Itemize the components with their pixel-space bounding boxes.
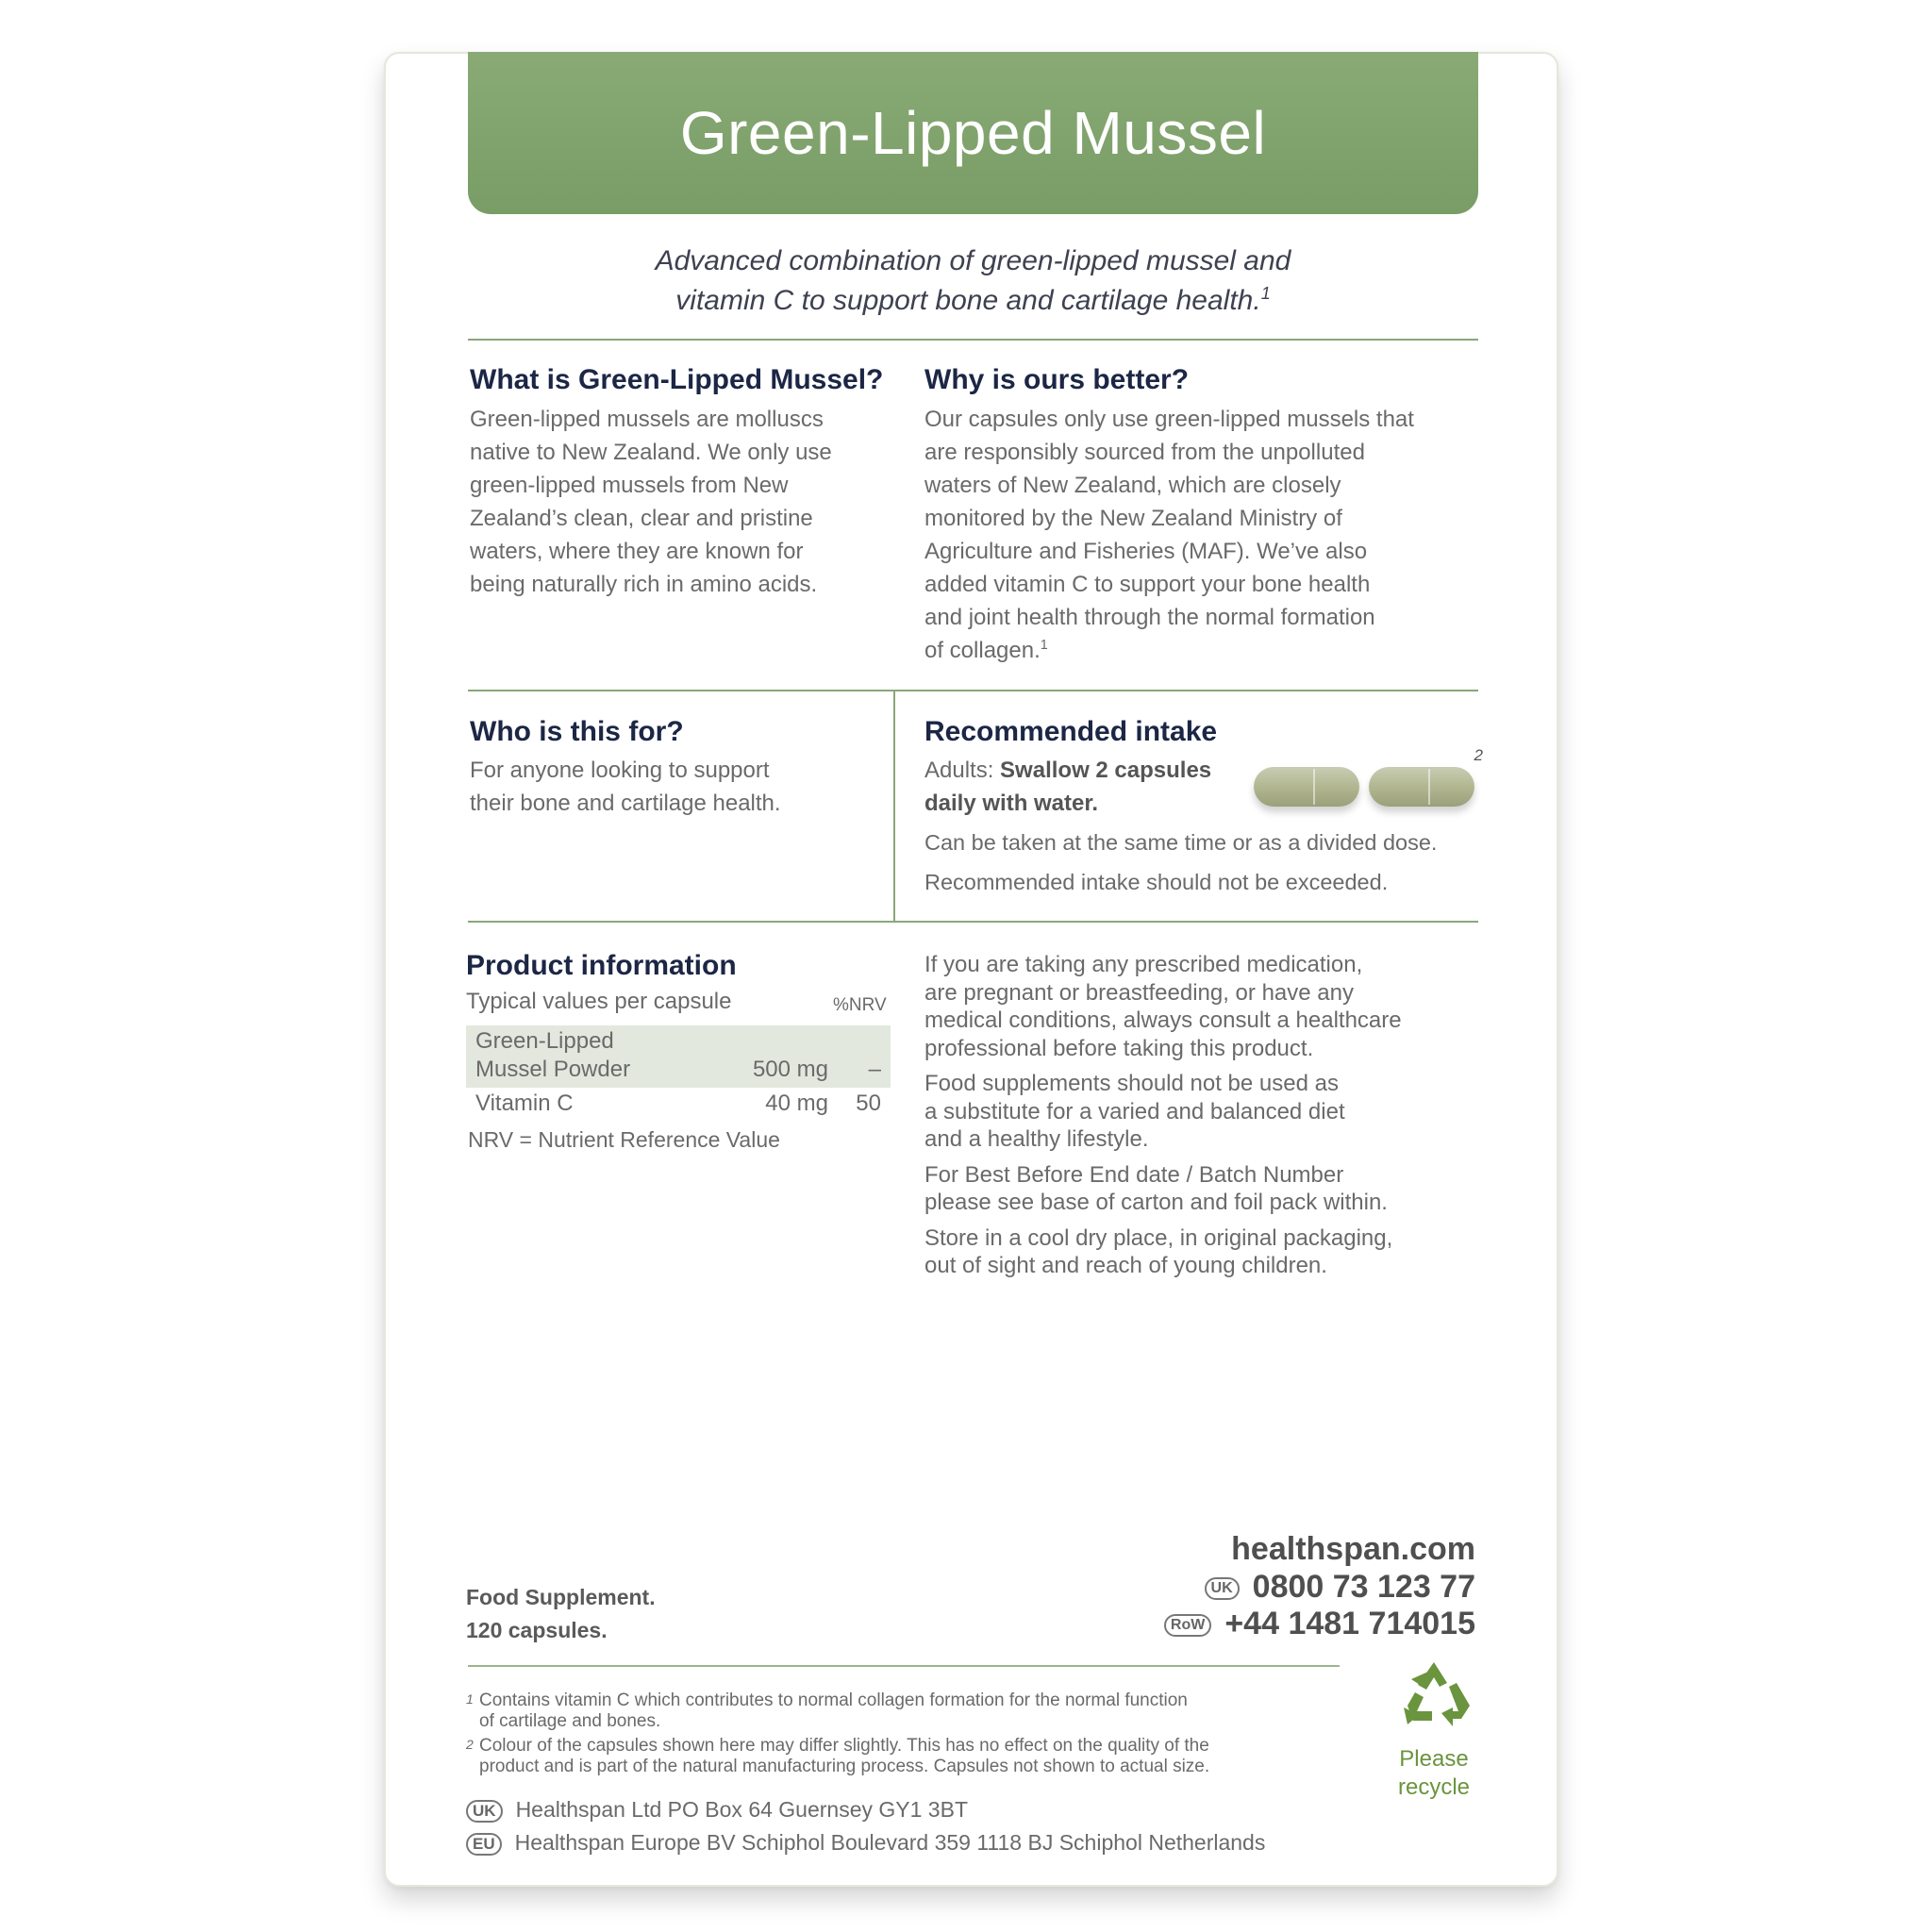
why-line: waters of New Zealand, which are closely — [924, 473, 1341, 498]
divider-footer — [468, 1665, 1340, 1667]
dose-instruction: Swallow 2 capsules — [1000, 758, 1212, 783]
nutrient-name — [475, 1027, 630, 1084]
intake-heading: Recommended intake — [924, 716, 1218, 747]
advice-line: please see base of carton and foil pack within. — [924, 1190, 1388, 1215]
address-eu — [466, 1830, 1265, 1856]
address-uk — [466, 1797, 968, 1823]
what-heading: What is Green-Lipped Mussel? — [470, 364, 884, 395]
tagline-footnote-ref: 1 — [1260, 284, 1271, 303]
who-line: their bone and cartilage health. — [470, 791, 781, 816]
advice-block — [924, 951, 1481, 1288]
why-line: Our capsules only use green-lipped mussels that — [924, 407, 1414, 432]
product-title: Green-Lipped Mussel — [679, 99, 1267, 167]
row-badge: RoW — [1164, 1614, 1211, 1637]
uk-badge: UK — [466, 1800, 503, 1823]
uk-phone[interactable]: 0800 73 123 77 — [1252, 1569, 1475, 1605]
advice-line: medical conditions, always consult a healthcare — [924, 1008, 1402, 1033]
footnote-line: Colour of the capsules shown here may differ slightly. This has no effect on the quality of the — [479, 1736, 1209, 1756]
capsule-image — [1250, 746, 1483, 814]
product-info-subheading: Typical values per capsule — [466, 989, 732, 1014]
website[interactable]: healthspan.com — [1231, 1531, 1475, 1567]
why-line: and joint health through the normal formation — [924, 605, 1375, 630]
why-body — [924, 403, 1481, 667]
nutrient-nrv: 50 — [856, 1091, 881, 1116]
tagline-line-1: Advanced combination of green-lipped mussel and — [655, 245, 1291, 276]
title-banner — [468, 52, 1478, 214]
product-tagline — [468, 242, 1478, 321]
uk-phone-row — [1205, 1569, 1475, 1606]
divider-vertical — [893, 690, 895, 923]
why-footnote-ref: 1 — [1040, 638, 1048, 653]
what-line: native to New Zealand. We only use — [470, 440, 832, 465]
recycle-text: Please — [1399, 1746, 1469, 1772]
capsule-icon — [1254, 767, 1359, 807]
footnote-number: 1 — [466, 1691, 474, 1707]
intake-warning: Recommended intake should not be exceeded. — [924, 870, 1389, 894]
advice-line: are pregnant or breastfeeding, or have any — [924, 979, 1354, 1006]
address-text: Healthspan Ltd PO Box 64 Guernsey GY1 3BT — [515, 1797, 968, 1822]
nutrient-name: Vitamin C — [475, 1091, 574, 1116]
advice-line: Store in a cool dry place, in original packaging, — [924, 1224, 1393, 1251]
uk-badge: UK — [1205, 1577, 1240, 1600]
nutrient-amount: 40 mg — [765, 1091, 828, 1116]
advice-paragraph — [924, 1070, 1481, 1154]
nrv-footnote: NRV = Nutrient Reference Value — [468, 1127, 780, 1152]
what-line: being naturally rich in amino acids. — [470, 572, 818, 597]
address-text: Healthspan Europe BV Schiphol Boulevard 359 1118 BJ Schiphol Netherlands — [514, 1830, 1266, 1855]
recycle-badge — [1358, 1658, 1509, 1802]
footnote-number: 2 — [466, 1737, 474, 1752]
advice-line: If you are taking any prescribed medication, — [924, 952, 1363, 977]
what-line: waters, where they are known for — [470, 539, 804, 564]
advice-line: and a healthy lifestyle. — [924, 1126, 1149, 1152]
why-line: monitored by the New Zealand Ministry of — [924, 506, 1342, 531]
table-row — [466, 1025, 891, 1088]
nutrient-name-line: Green-Lipped — [475, 1028, 614, 1054]
why-line: of collagen. — [924, 638, 1041, 663]
who-heading: Who is this for? — [470, 716, 684, 747]
what-line: Zealand’s clean, clear and pristine — [470, 506, 813, 531]
table-row — [466, 1088, 891, 1120]
what-body — [470, 403, 904, 601]
what-line: green-lipped mussels from New — [470, 473, 789, 498]
nutrition-table — [466, 1025, 891, 1120]
recycle-text: recycle — [1397, 1774, 1471, 1800]
advice-line: a substitute for a varied and balanced diet — [924, 1098, 1345, 1124]
footnote-line: of cartilage and bones. — [479, 1711, 661, 1731]
who-line: For anyone looking to support — [470, 758, 770, 783]
advice-line: Food supplements should not be used as — [924, 1071, 1339, 1096]
nutrient-name-line: Mussel Powder — [475, 1057, 631, 1082]
nutrient-nrv: – — [868, 1057, 881, 1082]
nrv-header: %NRV — [833, 995, 887, 1015]
footnote-line: Contains vitamin C which contributes to normal collagen formation for the normal function — [479, 1690, 1188, 1710]
divider-top — [468, 339, 1478, 341]
recycle-icon — [1394, 1658, 1474, 1734]
advice-line: For Best Before End date / Batch Number — [924, 1161, 1344, 1188]
advice-line: out of sight and reach of young children. — [924, 1253, 1327, 1278]
capsule-footnote-ref: 2 — [1474, 746, 1483, 764]
who-body — [470, 754, 875, 820]
eu-badge: EU — [466, 1833, 502, 1856]
intake-divided: Can be taken at the same time or as a divided dose. — [924, 830, 1438, 855]
footnote-1 — [466, 1690, 1353, 1732]
product-info-heading: Product information — [466, 950, 737, 981]
why-line: Agriculture and Fisheries (MAF). We’ve also — [924, 539, 1368, 564]
divider-middle — [468, 690, 1478, 691]
why-heading: Why is ours better? — [924, 364, 1190, 395]
footnote-2 — [466, 1736, 1353, 1777]
advice-paragraph — [924, 951, 1481, 1062]
row-phone-row — [1164, 1606, 1475, 1642]
divider-lower — [468, 921, 1478, 923]
advice-paragraph — [924, 1161, 1481, 1217]
adults-label: Adults: — [924, 758, 994, 783]
dose-instruction-2: daily with water. — [924, 791, 1099, 816]
why-line: added vitamin C to support your bone health — [924, 572, 1371, 597]
footnote-line: product and is part of the natural manufacturing process. Capsules not shown to actual size. — [479, 1757, 1210, 1776]
pack-type: Food Supplement. — [466, 1585, 656, 1609]
why-line: are responsibly sourced from the unpolluted — [924, 440, 1365, 465]
intake-dose — [924, 754, 1264, 820]
row-phone[interactable]: +44 1481 714015 — [1224, 1606, 1475, 1641]
capsule-icon — [1369, 767, 1474, 807]
nutrient-amount: 500 mg — [752, 1057, 828, 1082]
pack-count: 120 capsules. — [466, 1618, 608, 1642]
advice-line: professional before taking this product. — [924, 1035, 1314, 1061]
tagline-line-2: vitamin C to support bone and cartilage health. — [675, 285, 1261, 316]
advice-paragraph — [924, 1224, 1481, 1280]
what-line: Green-lipped mussels are molluscs — [470, 407, 824, 432]
